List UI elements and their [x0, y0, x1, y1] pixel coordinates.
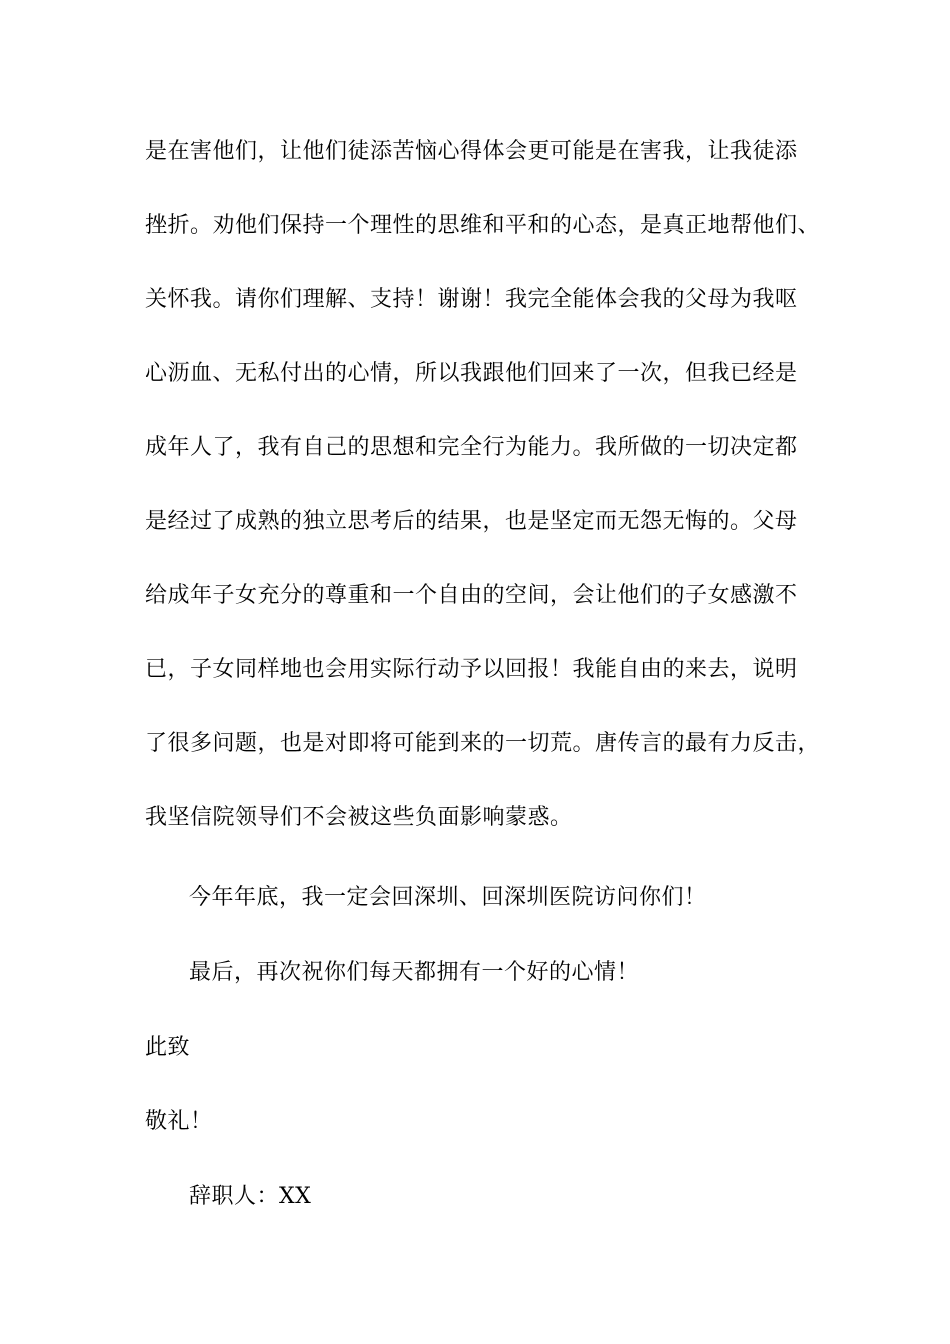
body-line-1: 是在害他们，让他们徒添苦恼心得体会更可能是在害我，让我徒添 — [145, 139, 798, 164]
body-line-7: 给成年子女充分的尊重和一个自由的空间，会让他们的子女感激不 — [145, 583, 798, 608]
signature-line: 辞职人：XX — [189, 1184, 312, 1209]
body-line-10: 我坚信院领导们不会被这些负面影响蒙惑。 — [145, 805, 573, 830]
body-line-6: 是经过了成熟的独立思考后的结果，也是坚定而无怨无悔的。父母 — [145, 509, 798, 534]
closing-salutation: 此致 — [145, 1035, 191, 1060]
paragraph-year-end-visit: 今年年底，我一定会回深圳、回深圳医院访问你们！ — [189, 885, 707, 910]
closing-regards: 敬礼！ — [145, 1109, 213, 1134]
paragraph-final-wishes: 最后，再次祝你们每天都拥有一个好的心情！ — [189, 960, 640, 985]
body-line-2: 挫折。劝他们保持一个理性的思维和平和的心态，是真正地帮他们、 — [145, 213, 821, 238]
body-line-5: 成年人了，我有自己的思想和完全行为能力。我所做的一切决定都 — [145, 435, 798, 460]
body-line-3: 关怀我。请你们理解、支持！谢谢！我完全能体会我的父母为我呕 — [145, 287, 798, 312]
body-line-8: 已，子女同样地也会用实际行动予以回报！我能自由的来去，说明 — [145, 657, 798, 682]
body-line-9: 了很多问题，也是对即将可能到来的一切荒。唐传言的最有力反击， — [145, 731, 821, 756]
body-line-4: 心沥血、无私付出的心情，所以我跟他们回来了一次，但我已经是 — [145, 361, 798, 386]
